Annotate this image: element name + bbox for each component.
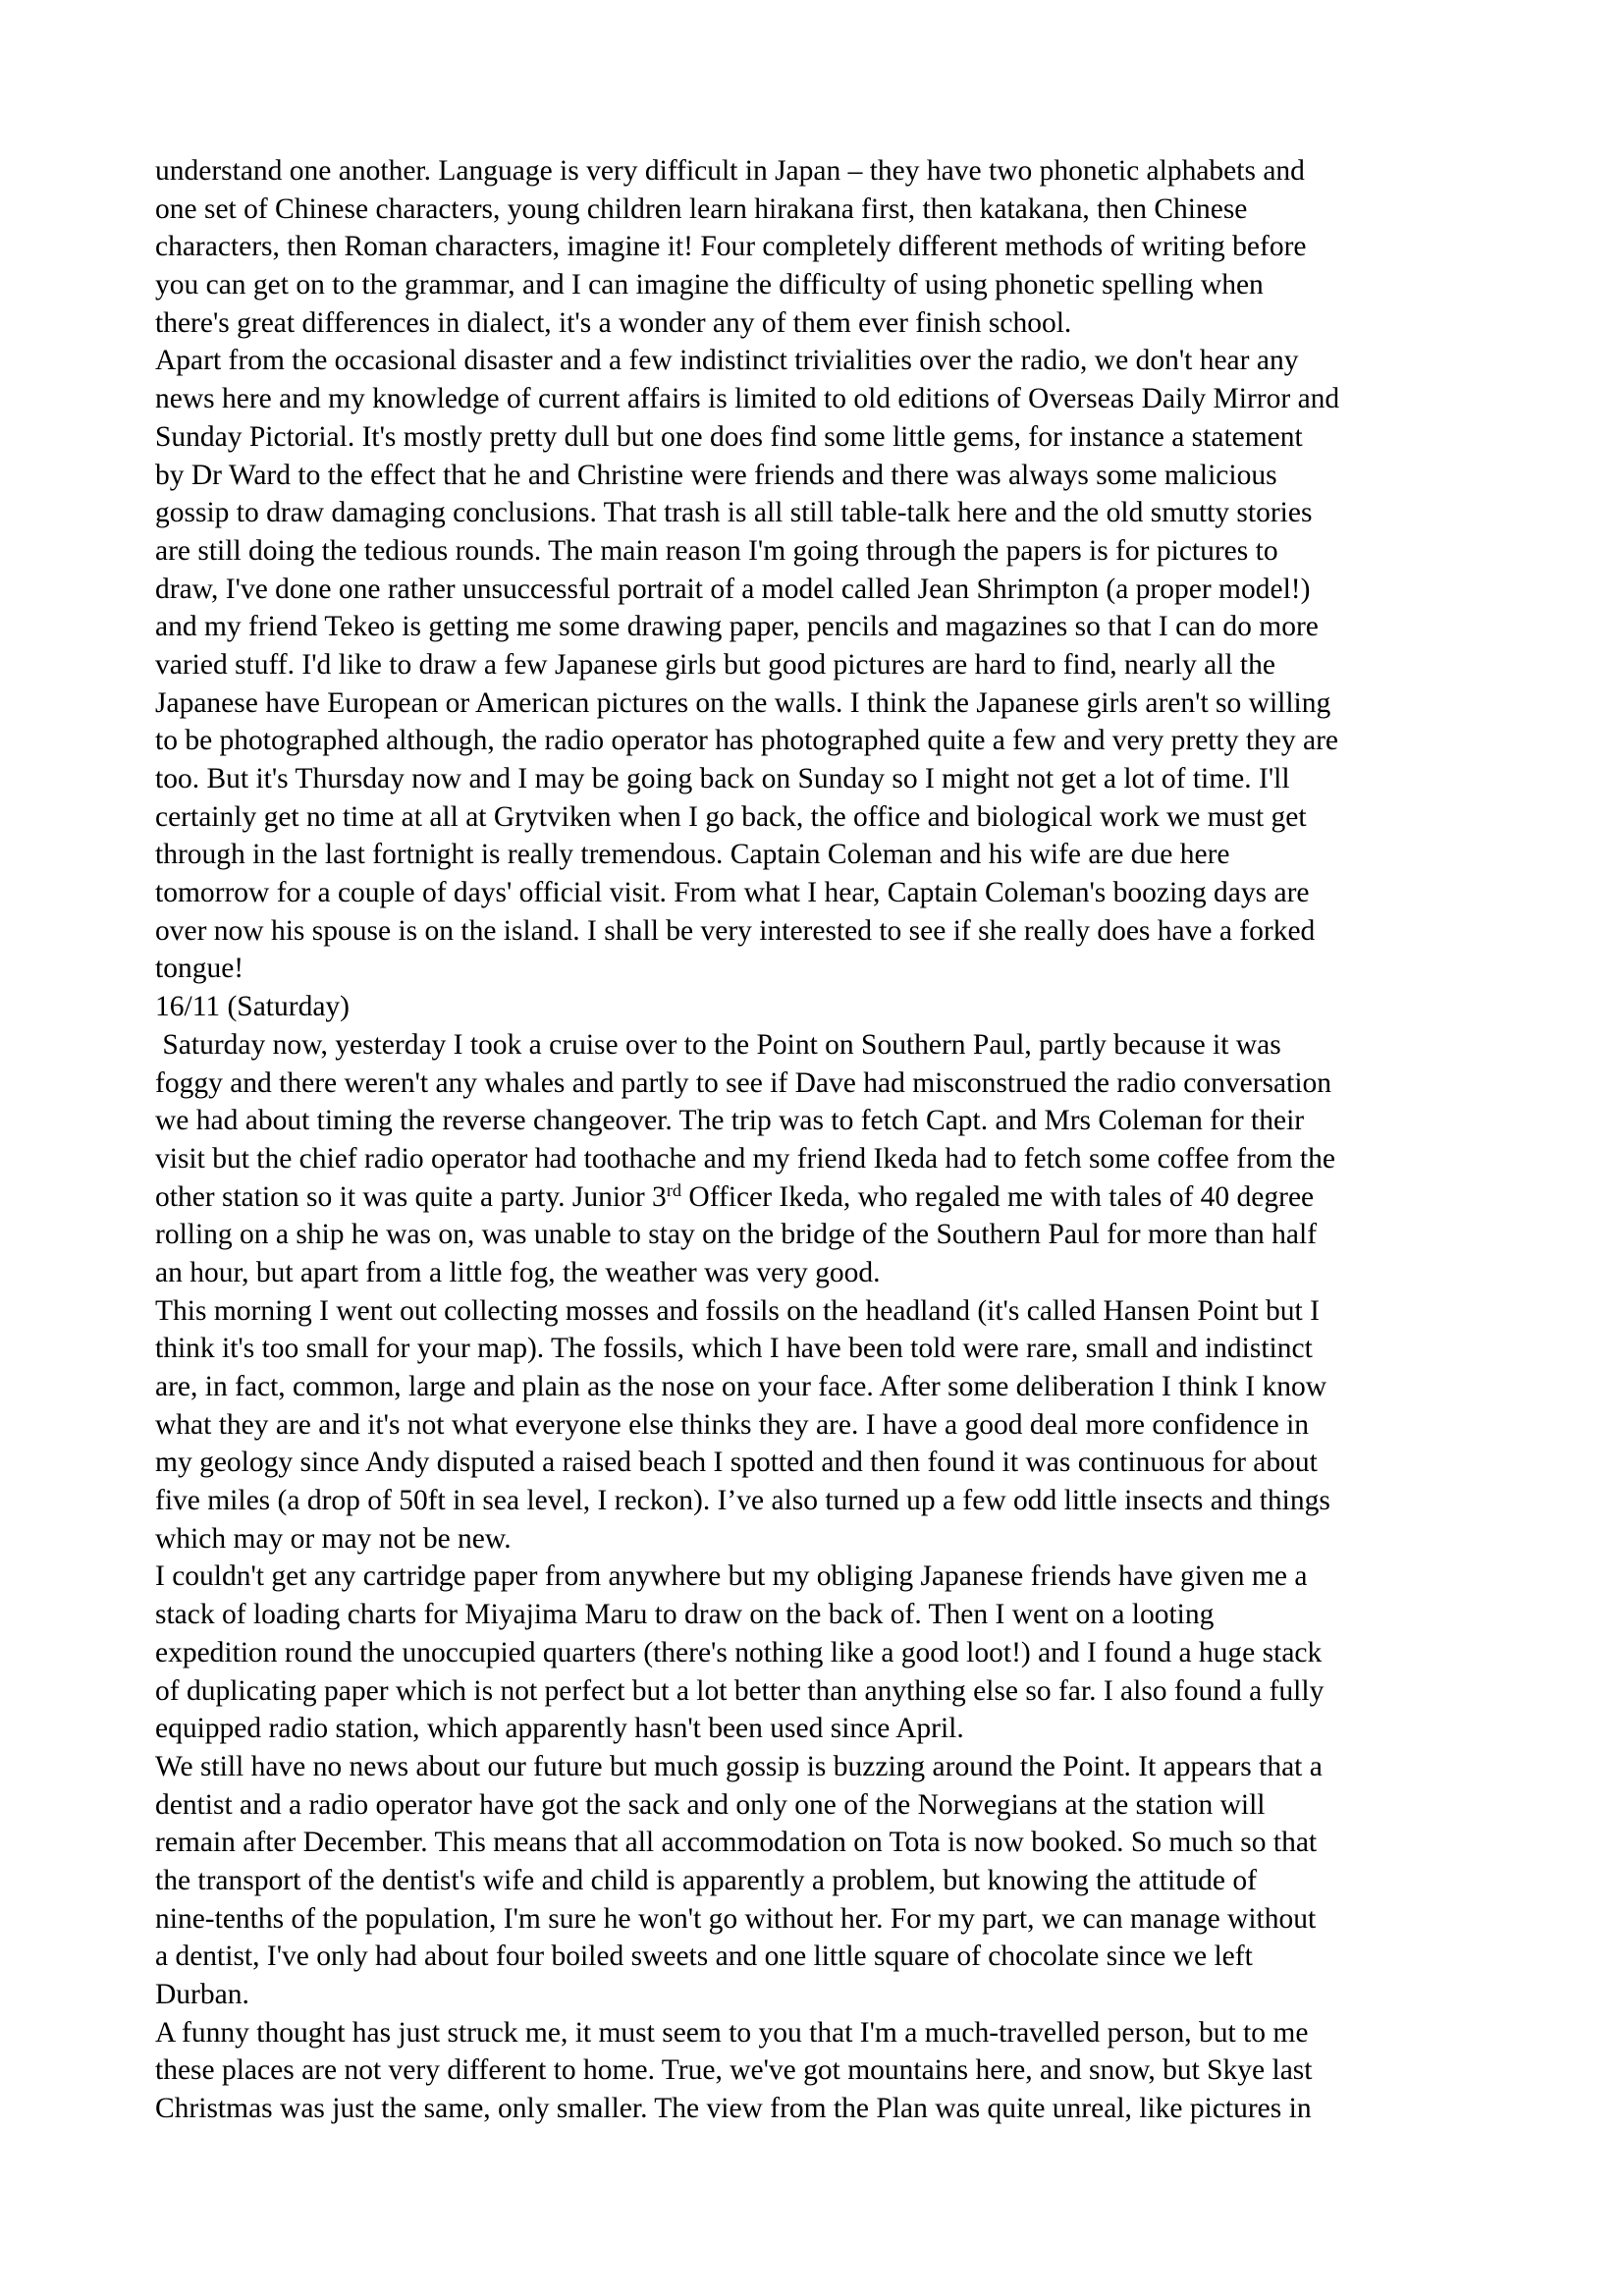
text-line: what they are and it's not what everyone else thinks they are. I have a good deal more confidence in: [155, 1408, 1310, 1441]
text-line: foggy and there weren't any whales and partly to see if Dave had misconstrued the radio conversation: [155, 1066, 1332, 1099]
text-line: over now his spouse is on the island. I shall be very interested to see if she really does have a forked: [155, 914, 1316, 947]
text-line: This morning I went out collecting mosses and fossils on the headland (it's called Hansen Point but I: [155, 1294, 1320, 1327]
text-line: remain after December. This means that all accommodation on Tota is now booked. So much so that: [155, 1827, 1318, 1859]
document-page: [155, 152, 1483, 2165]
text-line: dentist and a radio operator have got the sack and only one of the Norwegians at the station will: [155, 1788, 1266, 1821]
text-line: equipped radio station, which apparently hasn't been used since April.: [155, 1713, 964, 1745]
text-line: of duplicating paper which is not perfect but a lot better than anything else so far. I also found a fully: [155, 1674, 1325, 1707]
text-line: stack of loading charts for Miyajima Maru to draw on the back of. Then I went on a looting: [155, 1599, 1215, 1631]
text-line: by Dr Ward to the effect that he and Christine were friends and there was always some malicious: [155, 459, 1277, 491]
text-line: we had about timing the reverse changeover. The trip was to fetch Capt. and Mrs Coleman for their: [155, 1105, 1305, 1137]
text-line: and my friend Tekeo is getting me some drawing paper, pencils and magazines so that I can do more: [155, 611, 1319, 643]
text-line: Saturday now, yesterday I took a cruise over to the Point on Southern Paul, partly because it was: [155, 1028, 1281, 1061]
text-line: are still doing the tedious rounds. The main reason I'm going through the papers is for pictures to: [155, 534, 1278, 567]
text-line: through in the last fortnight is really tremendous. Captain Coleman and his wife are due here: [155, 839, 1230, 871]
text-line: a dentist, I've only had about four boiled sweets and one little square of chocolate since we left: [155, 1941, 1253, 1973]
text-line: A funny thought has just struck me, it must seem to you that I'm a much-travelled person, but to me: [155, 2016, 1309, 2049]
text-line: are, in fact, common, large and plain as the nose on your face. After some deliberation I think I know: [155, 1371, 1327, 1402]
line-text: other station so it was quite a party. Junior 3: [155, 1180, 667, 1213]
text-line: too. But it's Thursday now and I may be going back on Sunday so I might not get a lot of time. I'll: [155, 763, 1290, 794]
text-line: my geology since Andy disputed a raised beach I spotted and then found it was continuous for about: [155, 1447, 1318, 1479]
date-heading: 16/11 (Saturday): [155, 991, 350, 1023]
text-line: think it's too small for your map). The fossils, which I have been told were rare, small and indistinct: [155, 1333, 1313, 1365]
text-line: gossip to draw damaging conclusions. That trash is all still table-talk here and the old smutty stories: [155, 497, 1313, 529]
text-line-with-superscript: [155, 1178, 1483, 1217]
text-line: varied stuff. I'd like to draw a few Japanese girls but good pictures are hard to find, nearly all the: [155, 648, 1275, 681]
text-line: one set of Chinese characters, young children learn hirakana first, then katakana, then Chinese: [155, 192, 1248, 225]
line-text-continued: Officer Ikeda, who regaled me with tales of 40 degree: [681, 1180, 1315, 1213]
text-line: Apart from the occasional disaster and a few indistinct trivialities over the radio, we don't hear any: [155, 345, 1299, 377]
text-line: rolling on a ship he was on, was unable to stay on the bridge of the Southern Paul for more than half: [155, 1219, 1318, 1251]
text-line: expedition round the unoccupied quarters (there's nothing like a good loot!) and I found a huge stack: [155, 1636, 1323, 1668]
text-line: there's great differences in dialect, it's a wonder any of them ever finish school.: [155, 306, 1072, 339]
text-line: visit but the chief radio operator had toothache and my friend Ikeda had to fetch some coffee from the: [155, 1142, 1335, 1175]
text-line: certainly get no time at all at Grytviken when I go back, the office and biological work we must get: [155, 800, 1307, 833]
text-line: characters, then Roman characters, imagine it! Four completely different methods of writing before: [155, 231, 1307, 263]
text-line: five miles (a drop of 50ft in sea level, I reckon). I’ve also turned up a few odd little insects and things: [155, 1485, 1330, 1517]
text-line: [155, 2128, 1483, 2166]
text-line: understand one another. Language is very difficult in Japan – they have two phonetic alphabets and: [155, 155, 1305, 187]
text-line: draw, I've done one rather unsuccessful portrait of a model called Jean Shrimpton (a proper model!): [155, 573, 1311, 605]
text-line: to be photographed although, the radio operator has photographed quite a few and very pretty they are: [155, 725, 1338, 757]
text-line: which may or may not be new.: [155, 1522, 512, 1555]
text-line: Durban.: [155, 1979, 249, 2010]
text-line: We still have no news about our future but much gossip is buzzing around the Point. It appears that a: [155, 1750, 1323, 1782]
text-line: the transport of the dentist's wife and child is apparently a problem, but knowing the attitude of: [155, 1864, 1257, 1896]
ordinal-superscript: rd: [666, 1179, 682, 1200]
text-line: news here and my knowledge of current affairs is limited to old editions of Overseas Daily Mirror and: [155, 383, 1340, 415]
text-line: Japanese have European or American pictures on the walls. I think the Japanese girls aren't so willing: [155, 686, 1331, 719]
text-line: nine-tenths of the population, I'm sure he won't go without her. For my part, we can manage without: [155, 1902, 1317, 1935]
text-line: an hour, but apart from a little fog, the weather was very good.: [155, 1256, 881, 1288]
text-line: tomorrow for a couple of days' official visit. From what I hear, Captain Coleman's boozing days are: [155, 877, 1310, 909]
text-line: I couldn't get any cartridge paper from anywhere but my obliging Japanese friends have given me a: [155, 1560, 1308, 1593]
text-line: tongue!: [155, 953, 244, 985]
text-line: Sunday Pictorial. It's mostly pretty dull but one does find some little gems, for instance a statement: [155, 420, 1303, 453]
text-line: Christmas was just the same, only smaller. The view from the Plan was quite unreal, like pictures in: [155, 2093, 1312, 2125]
text-line: you can get on to the grammar, and I can imagine the difficulty of using phonetic spelling when: [155, 269, 1264, 301]
text-line: these places are not very different to home. True, we've got mountains here, and snow, but Skye last: [155, 2054, 1313, 2087]
